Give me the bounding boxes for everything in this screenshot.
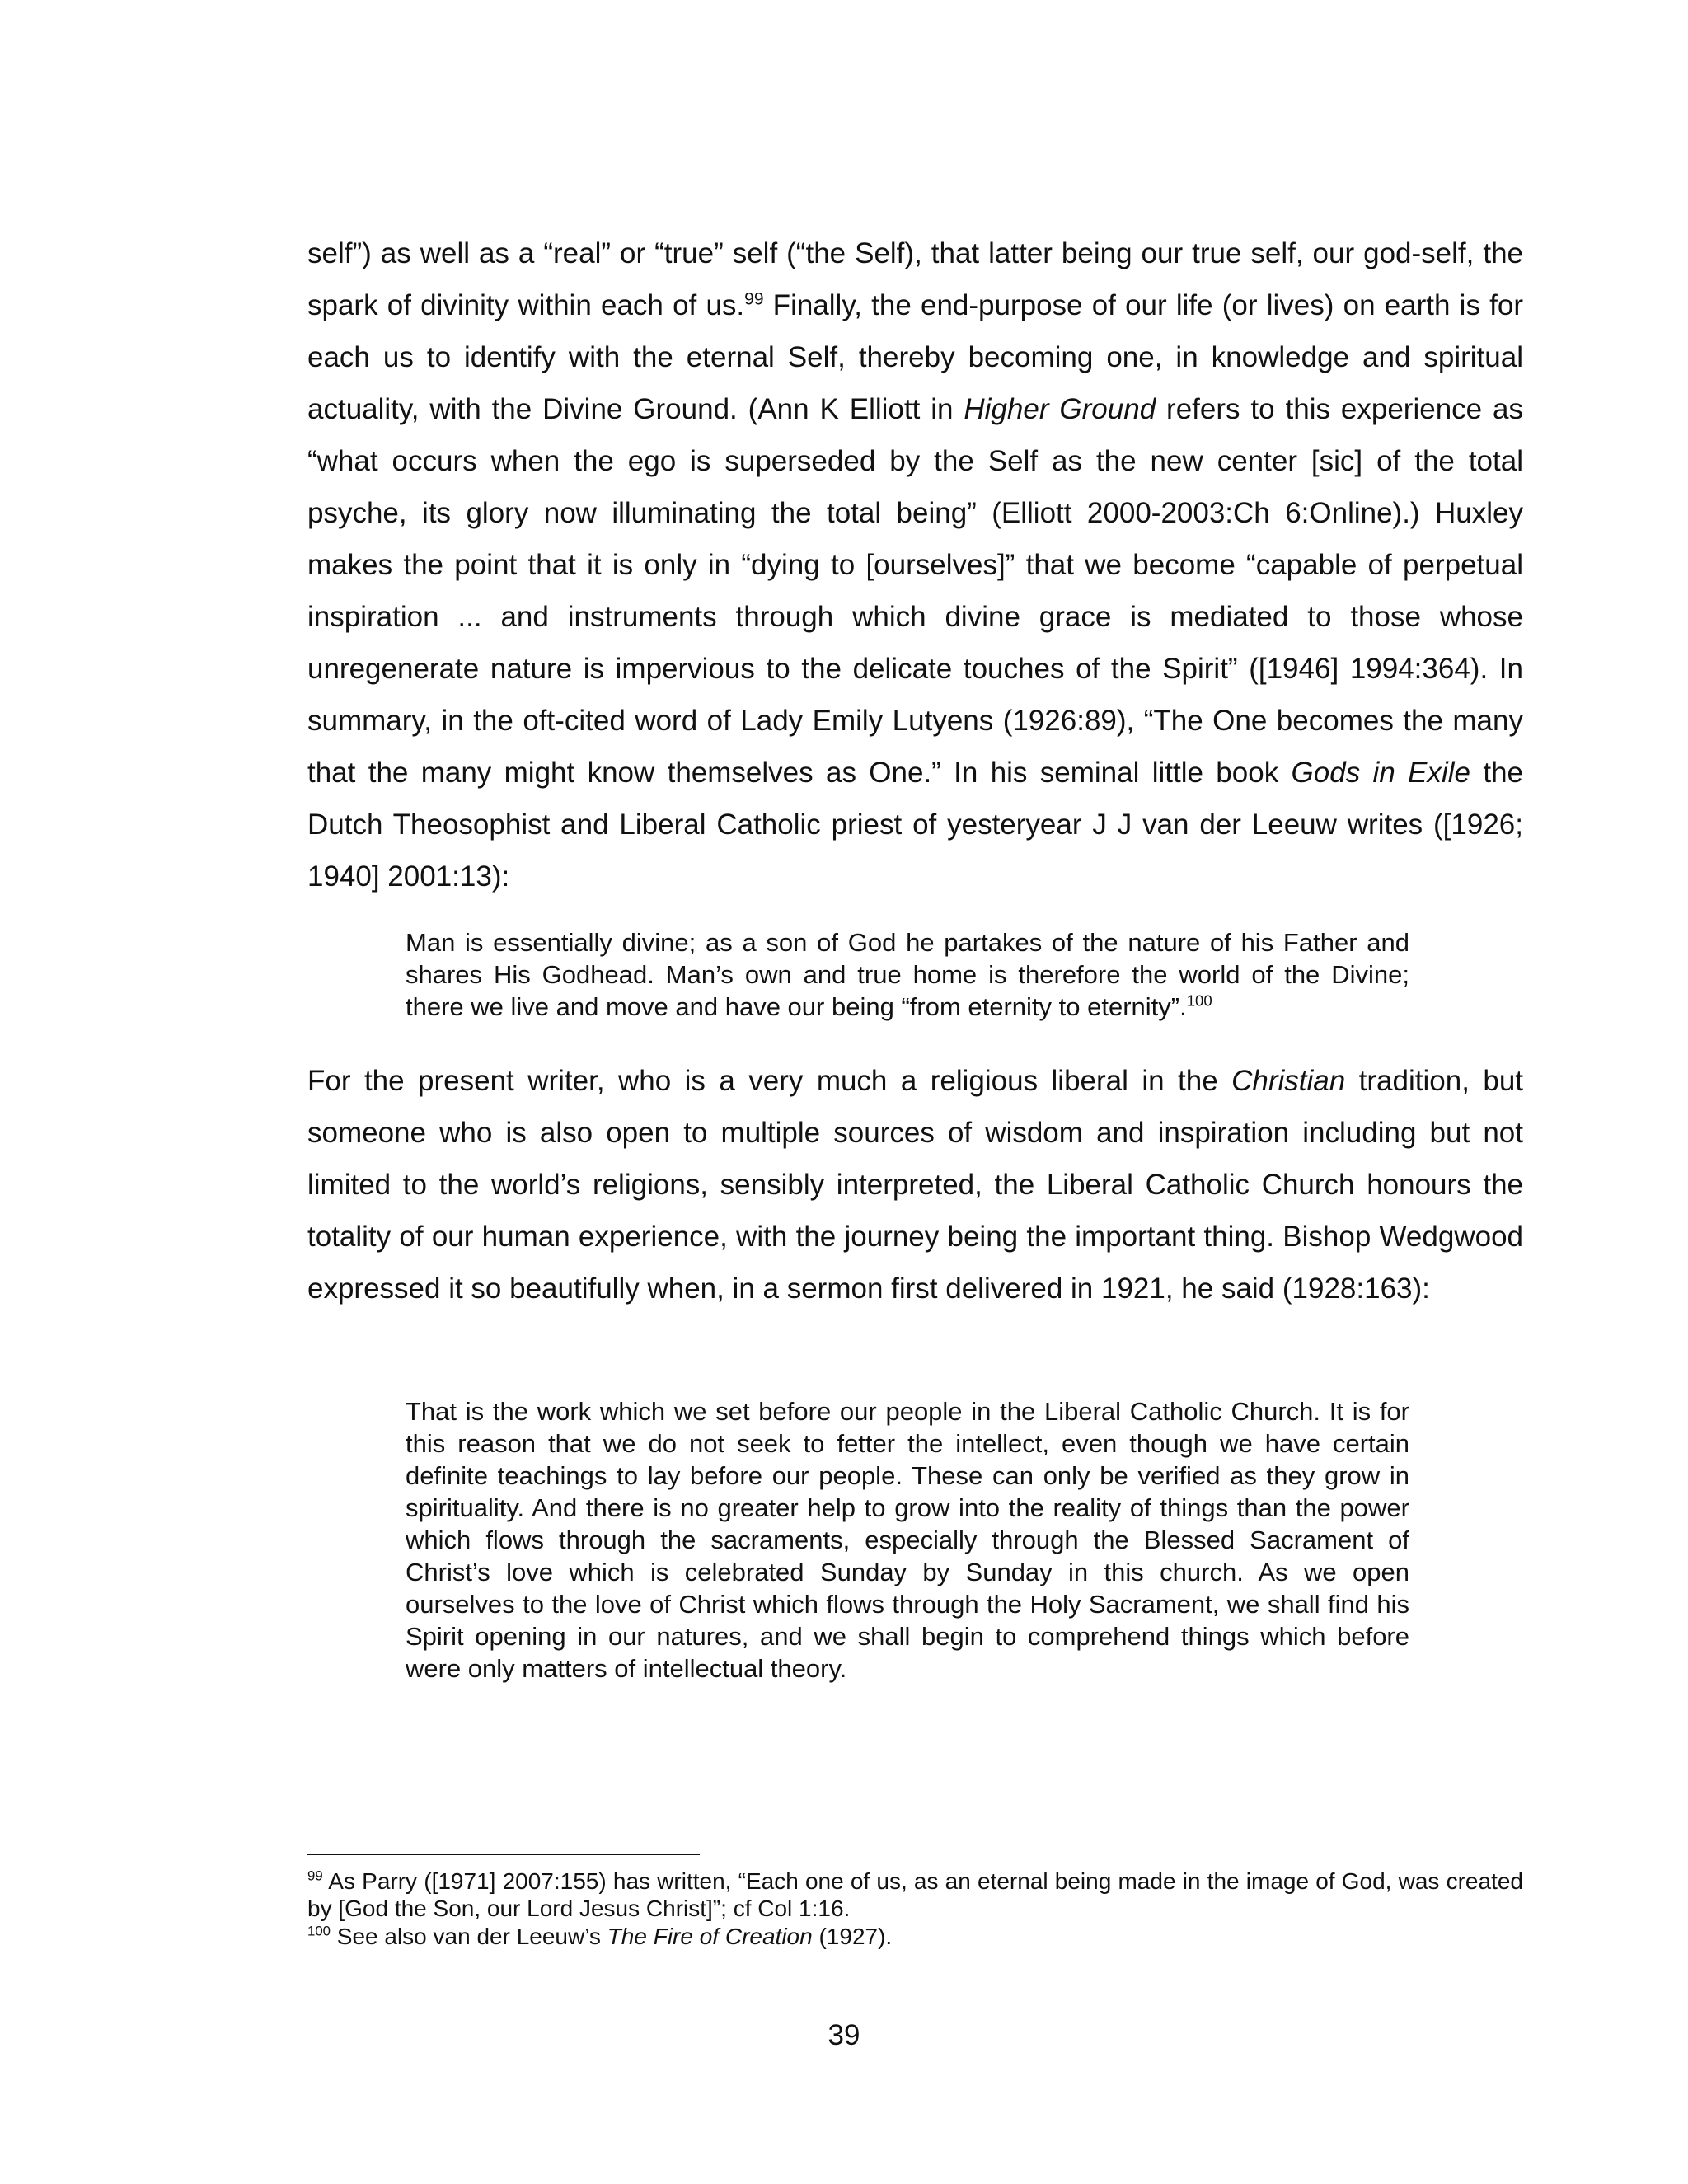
paragraph-1-text-b: Finally, the end-purpose of our life (or lives) on earth is for each us to identify with the eternal Self, thereby becoming one, in knowledge and spiritual actuality, with the Divine Ground. (Ann K Elliott in (307, 289, 1523, 425)
footnote-99-text: As Parry ([1971] 2007:155) has written, “Each one of us, as an eternal being made in the image of God, was created by [God the Son, our Lord Jesus Christ]”; cf Col 1:16. (307, 1868, 1523, 1921)
footnote-100 (307, 1923, 1523, 1950)
block-quote-2: That is the work which we set before our people in the Liberal Catholic Church. It is for this reason that we do not seek to fetter the intellect, even though we have certain definite teachings to lay before our people. These can only be verified as they grow in spirituality. And there is no greater help to grow into the reality of things than the power which flows through the sacraments, especially through the Blessed Sacrament of Christ’s love which is celebrated Sunday by Sunday in this church. As we open ourselves to the love of Christ which flows through the Holy Sacrament, we shall find his Spirit opening in our natures, and we shall begin to comprehend things which before were only matters of intellectual theory. (406, 1397, 1409, 1683)
paragraph-2-text-b: tradition, but someone who is also open to multiple sources of wisdom and inspiration including but not limited to the world’s religions, sensibly interpreted, the Liberal Catholic Church honours the totality of our human experience, with the journey being the important thing. Bishop Wedgwood expressed it so beautifully when, in a sermon first delivered in 1921, he said (1928:163): (307, 1065, 1524, 1305)
footnote-ref-100[interactable]: 100 (1186, 991, 1212, 1010)
body-paragraph-1 (307, 227, 1523, 902)
footnote-100-text-b: (1927). (812, 1924, 893, 1949)
body-paragraph-2 (307, 1055, 1523, 1315)
paragraph-2-text-a: For the present writer, who is a very much a religious liberal in the (307, 1065, 1232, 1097)
footnote-100-text-a: See also van der Leeuw’s (331, 1924, 607, 1949)
paragraph-1-text-c: refers to this experience as “what occurs when the ego is superseded by the Self as the new center [sic] of the total psyche, its glory now illuminating the total being” (Elliott 2000-2003:Ch 6:Online).) Huxley makes the point that it is only in “dying to [ourselves]” that we become “capable of perpetual inspiration ... and instruments through which divine grace is mediated to those whose unregenerate nature is impervious to the delicate touches of the Spirit” ([1946] 1994:364). In summary, in the oft-cited word of Lady Emily Lutyens (1926:89), “The One becomes the many that the many might know themselves as One.” In his seminal little book (307, 393, 1523, 789)
title-fire-of-creation: The Fire of Creation (607, 1924, 813, 1949)
title-gods-in-exile: Gods in Exile (1291, 757, 1470, 789)
footnote-separator (307, 1854, 700, 1855)
paragraph-1-text-d: the Dutch Theosophist and Liberal Catholic priest of yesteryear J J van der Leeuw writes ([1926; 1940] 2001:13): (307, 757, 1523, 893)
footnote-100-marker: 100 (307, 1923, 331, 1939)
footnote-99 (307, 1868, 1523, 1922)
emphasis-christian: Christian (1231, 1065, 1346, 1097)
paragraph-1-text-a: self”) as well as a “real” or “true” self (“the Self), that latter being our true self, our god-self, the spark of divinity within each of us. (307, 237, 1523, 321)
quote-1-text: Man is essentially divine; as a son of God he partakes of the nature of his Father and shares His Godhead. Man’s own and true home is therefore the world of the Divine; there we live and move and have our being “from eternity to eternity”. (406, 928, 1409, 1021)
title-higher-ground: Higher Ground (964, 393, 1156, 425)
page-number: 39 (828, 2019, 860, 2051)
footnote-99-marker: 99 (307, 1868, 323, 1884)
block-quote-1 (406, 926, 1409, 1023)
footnote-ref-99[interactable]: 99 (744, 289, 764, 309)
